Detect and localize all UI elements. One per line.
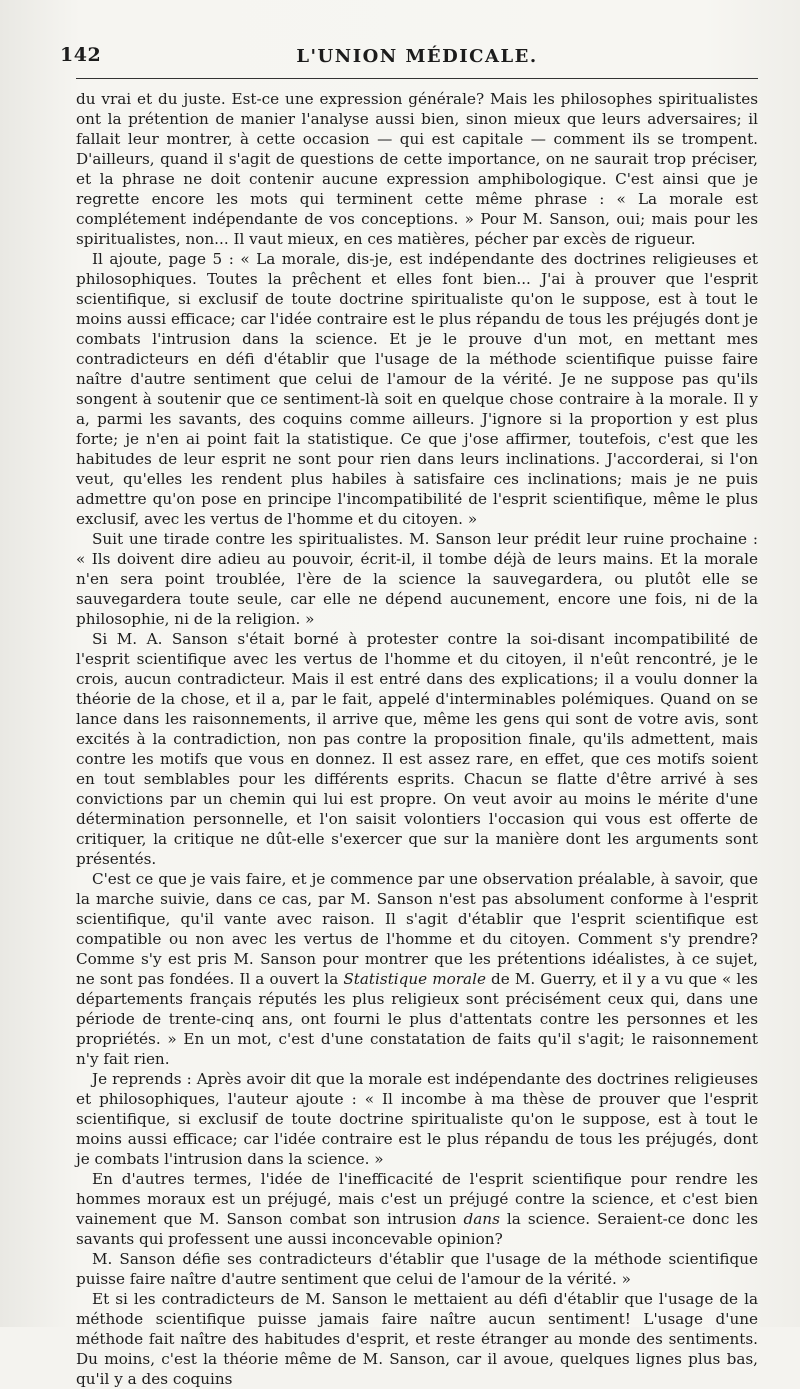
paragraph xyxy=(76,1169,758,1249)
italic-title: Statistique morale xyxy=(343,970,486,988)
running-title: L'UNION MÉDICALE. xyxy=(296,46,538,67)
paragraph xyxy=(76,1069,758,1169)
paragraph-text: C'est ce que je vais faire, et je commence par une observation préalable, à savoir, que la marche suivie, dans ce cas, par M. Sanson n'est pas absolument conforme à l'esprit scientifique, qu'il vante avec raison. Il s'agit d'établir que l'esprit scientifique est compatible ou non avec les vertus de l'homme et du citoyen. Comment s'y prendre? Comme s'y est pris M. Sanson pour montrer que les prétentions idéalistes, à ce sujet, ne sont pas fondées. Il a ouvert la xyxy=(76,870,758,988)
paragraph xyxy=(76,1249,758,1289)
paragraph-text: de M. Guerry, et il y a vu que « les départements français réputés les plus religieux sont précisément ceux qui, dans une période de trente-cinq ans, ont fourni le plus d'attentats contre les personnes et les propriétés. » En un mot, c'est d'une constatation de faits qu'il s'agit; le raisonnement n'y fait rien. xyxy=(76,970,758,1068)
paragraph-text: M. Sanson défie ses contradicteurs d'établir que l'usage de la méthode scientifique puisse faire naître d'autre sentiment que celui de l'amour de la vérité. » xyxy=(76,1250,758,1288)
paragraph xyxy=(76,529,758,629)
paragraph-text: Il ajoute, page 5 : « La morale, dis-je, est indépendante des doctrines religieuses et philosophiques. Toutes la prêchent et elles font bien... J'ai à prouver que l'esprit scientifique, si exclusif de toute doctrine spiritualiste qu'on le suppose, est à tout le moins aussi efficace; car l'idée contraire est le plus répandu de tous les préjugés dont je combats l'intrusion dans la science. Et je le prouve d'un mot, en mettant mes contradicteurs en défi d'établir que l'usage de la méthode scientifique puisse faire naître d'autre sentiment que celui de l'amour de la vérité. Je ne suppose pas qu'ils songent à soutenir que ce sentiment-là soit en quelque chose contraire à la morale. Il y a, parmi les savants, des coquins comme ailleurs. J'ignore si la proportion y est plus forte; je n'en ai point fait la statistique. Ce que j'ose affirmer, toutefois, c'est que les habitudes de leur esprit ne sont pour rien dans leurs inclinations. J'accorderai, si l'on veut, qu'elles les rendent plus habiles à satisfaire ces inclinations; mais je ne puis admettre qu'on pose en principe l'incompatibilité de l'esprit scientifique, même le plus exclusif, avec les vertus de l'homme et du citoyen. » xyxy=(76,250,758,528)
paragraph xyxy=(76,1289,758,1389)
italic-word: dans xyxy=(463,1210,500,1228)
paragraph xyxy=(76,869,758,1069)
paragraph xyxy=(76,89,758,249)
page-header xyxy=(60,44,758,79)
paragraph-text: la science. Seraient-ce donc les savants qui professent une aussi inconcevable opinion? xyxy=(76,1210,759,1248)
paragraph-text: du vrai et du juste. Est-ce une expression générale? Mais les philosophes spiritualistes ont la prétention de manier l'analyse aussi bien, sinon mieux que leurs adversaires; il fallait leur montrer, à cette occasion — qui est capitale — comment ils se trompent. D'ailleurs, quand il s'agit de questions de cette importance, on ne saurait trop préciser, et la phrase ne doit contenir aucune expression amphibologique. C'est ainsi que je regrette encore les mots qui terminent cette même phrase : « La morale est complétement indépendante de vos conceptions. » Pour M. Sanson, oui; mais pour les spiritualistes, non... Il vaut mieux, en ces matières, pécher par excès de rigueur. xyxy=(76,90,758,248)
paragraph-text: Si M. A. Sanson s'était borné à protester contre la soi-disant incompatibilité de l'esprit scientifique avec les vertus de l'homme et du citoyen, il n'eût rencontré, je le crois, aucun contradicteur. Mais il est entré dans des explications; il a voulu donner la théorie de la chose, et il a, par le fait, appelé d'interminables polémiques. Quand on se lance dans les raisonnements, il arrive que, même les gens qui sont de votre avis, sont excités à la contradiction, non pas contre la proposition finale, qu'ils admettent, mais contre les motifs que vous en donnez. Il est assez rare, en effet, que ces motifs soient en tout semblables pour les différents esprits. Chacun se flatte d'être arrivé à ses convictions par un chemin qui lui est propre. On veut avoir au moins le mérite d'une détermination personnelle, et l'on saisit volontiers l'occasion qui vous est offerte de critiquer, la critique ne dût-elle s'exercer que sur la manière dont les arguments sont présentés. xyxy=(76,630,758,868)
paragraph xyxy=(76,249,758,529)
page-number: 142 xyxy=(60,44,102,66)
paragraph-text: En d'autres termes, l'idée de l'inefficacité de l'esprit scientifique pour rendre les hommes moraux est un préjugé, mais c'est un préjugé contre la science, et c'est bien vainement que M. Sanson combat son intrusion xyxy=(76,1170,758,1228)
paragraph-text: Je reprends : Après avoir dit que la morale est indépendante des doctrines religieuses et philosophiques, l'auteur ajoute : « Il incombe à ma thèse de prouver que l'esprit scientifique, si exclusif de toute doctrine spiritualiste qu'on le suppose, est à tout le moins aussi efficace; car l'idée contraire est le plus répandu de tous les préjugés, dont je combats l'intrusion dans la science. » xyxy=(76,1070,758,1168)
paragraph-text: Suit une tirade contre les spiritualistes. M. Sanson leur prédit leur ruine prochaine : « Ils doivent dire adieu au pouvoir, écrit-il, il tombe déjà de leurs mains. Et la morale n'en sera point troublée, l'ère de la science la sauvegardera, ou plutôt elle se sauvegardera toute seule, car elle ne dépend aucunement, encore une fois, ni de la philosophie, ni de la religion. » xyxy=(76,530,758,628)
paragraph xyxy=(76,629,758,869)
paragraph-text: Et si les contradicteurs de M. Sanson le mettaient au défi d'établir que l'usage de la méthode scientifique puisse jamais faire naître aucun sentiment! L'usage d'une méthode fait naître des habitudes d'esprit, et reste étranger au monde des sentiments. Du moins, c'est la théorie même de M. Sanson, car il avoue, quelques lignes plus bas, qu'il y a des coquins xyxy=(76,1290,758,1388)
article-body xyxy=(76,89,758,1389)
